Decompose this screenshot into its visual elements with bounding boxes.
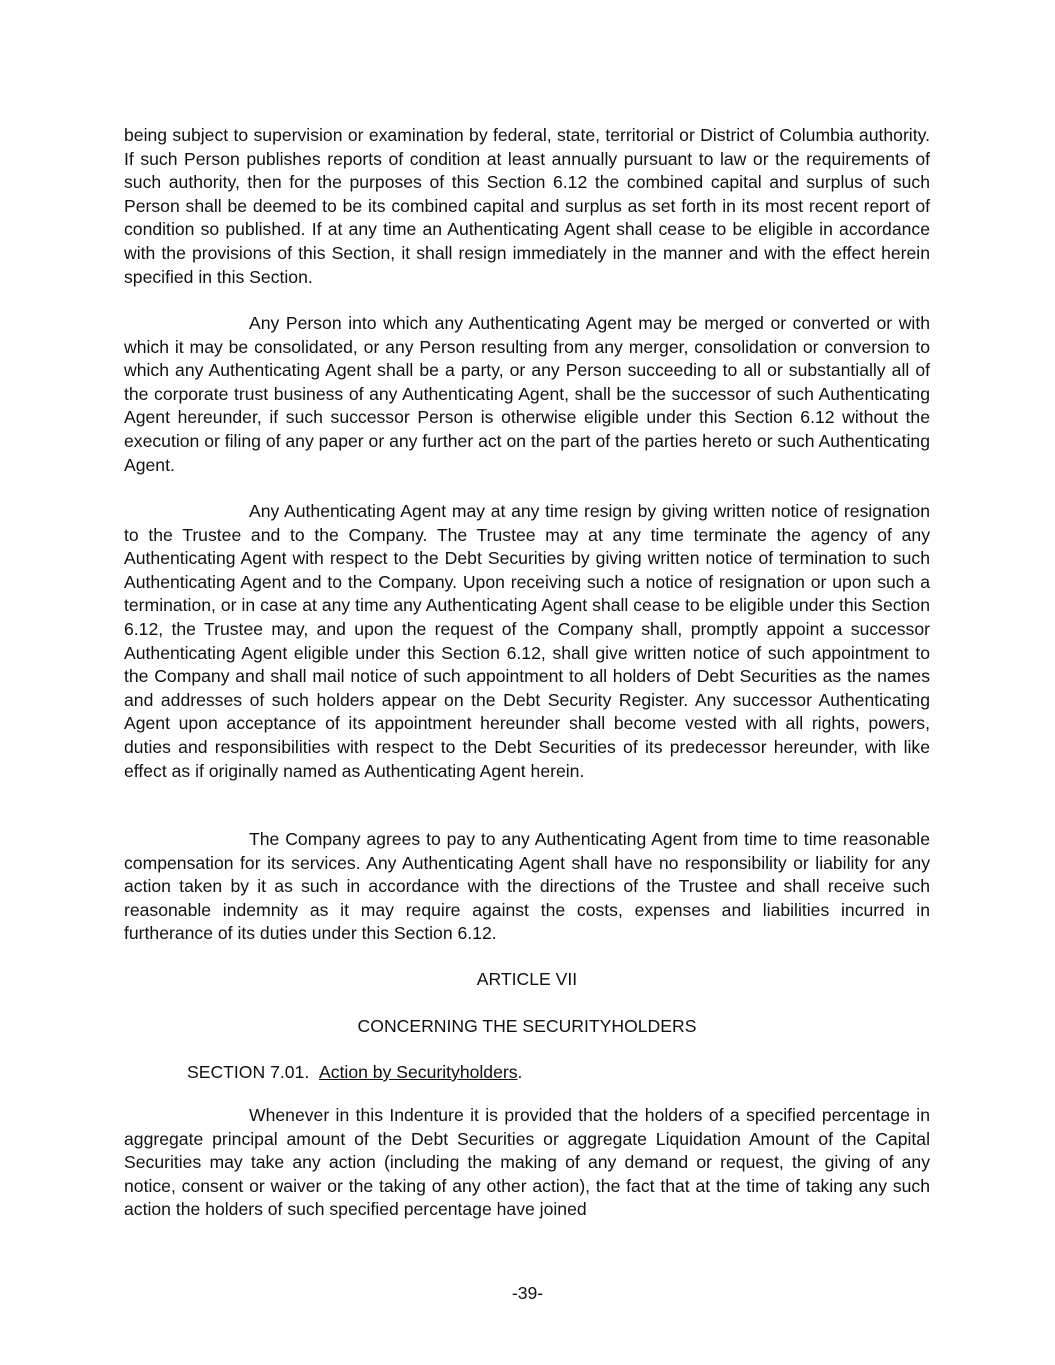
paragraph-resignation: Any Authenticating Agent may at any time resign by giving written notice of resignation to the Trustee and to the Company. The Trustee may at any time terminate the agency of any Authenticating Agent with respect to the Debt Securities by giving written notice of termination to such Authenticating Agent and to the Company. Upon receiving such a notice of resignation or upon such a termination, or in case at any time any Authenticating Agent shall cease to be eligible under this Section 6.12, the Trustee may, and upon the request of the Company shall, promptly appoint a successor Authenticating Agent eligible under this Section 6.12, shall give written notice of such appointment to the Company and shall mail notice of such appointment to all holders of Debt Securities as the names and addresses of such holders appear on the Debt Security Register. Any successor Authenticating Agent upon acceptance of its appointment hereunder shall become vested with all rights, powers, duties and responsibilities with respect to the Debt Securities of its predecessor hereunder, with like effect as if originally named as Authenticating Agent herein.: [124, 501, 930, 781]
section-title: Action by Securityholders: [319, 1062, 518, 1082]
paragraph-eligibility-continuation: being subject to supervision or examination by federal, state, territorial or District of Columbia authority. If such Person publishes reports of condition at least annually pursuant to law or the requirements of such authority, then for the purposes of this Section 6.12 the combined capital and surplus of such Person shall be deemed to be its combined capital and surplus as set forth in its most recent report of condition so published. If at any time an Authenticating Agent shall cease to be eligible in accordance with the provisions of this Section, it shall resign immediately in the manner and with the effect herein specified in this Section.: [124, 125, 930, 287]
article-heading: ARTICLE VII: [476, 969, 578, 989]
section-title-period: .: [517, 1062, 523, 1082]
article-title: CONCERNING THE SECURITYHOLDERS: [357, 1016, 697, 1036]
page-number: -39-: [511, 1283, 544, 1303]
section-heading: [187, 1061, 522, 1085]
paragraph-merger-successor: Any Person into which any Authenticating Agent may be merged or converted or with which it may be consolidated, or any Person resulting from any merger, consolidation or conversion to which any Authenticating Agent shall be a party, or any Person succeeding to all or substantially all of the corporate trust business of any Authenticating Agent, shall be the successor of such Authenticating Agent hereunder, if such successor Person is otherwise eligible under this Section 6.12 without the execution or filing of any paper or any further act on the part of the parties hereto or such Authenticating Agent.: [124, 313, 930, 475]
paragraph-action-by-securityholders: Whenever in this Indenture it is provided that the holders of a specified percentage in aggregate principal amount of the Debt Securities or aggregate Liquidation Amount of the Capital Securities may take any action (including the making of any demand or request, the giving of any notice, consent or waiver or the taking of any other action), the fact that at the time of taking any such action the holders of such specified percentage have joined: [124, 1105, 930, 1220]
paragraph-compensation: The Company agrees to pay to any Authenticating Agent from time to time reasonable compensation for its services. Any Authenticating Agent shall have no responsibility or liability for any action taken by it as such in accordance with the directions of the Trustee and shall receive such reasonable indemnity as it may require against the costs, expenses and liabilities incurred in furtherance of its duties under this Section 6.12.: [124, 829, 930, 944]
section-number: SECTION 7.01.: [187, 1062, 310, 1082]
